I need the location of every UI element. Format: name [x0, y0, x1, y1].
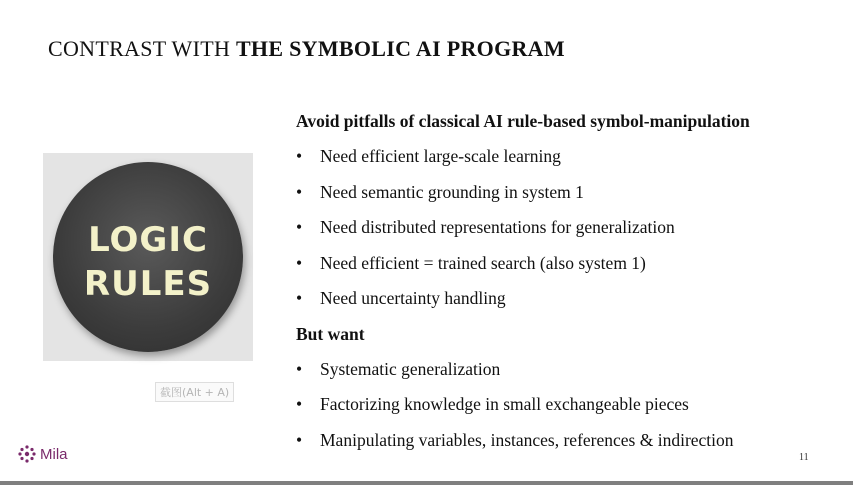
mila-logo — [18, 445, 68, 463]
bullet-text: Systematic generalization — [320, 358, 501, 379]
bullet-text: Need efficient = trained search (also system 1) — [320, 252, 646, 273]
title-bold: THE SYMBOLIC AI PROGRAM — [235, 36, 565, 61]
bullet-item — [296, 392, 836, 428]
mila-logo-text: Mila — [40, 445, 68, 463]
bullet-dot: • — [296, 358, 303, 379]
bullet-item — [296, 215, 836, 251]
bullet-dot: • — [296, 394, 303, 414]
bullet-item — [296, 357, 836, 393]
bullet-text: Need efficient large-scale learning — [320, 146, 561, 166]
bullet-dot: • — [296, 217, 303, 237]
bullet-text: Need distributed representations for generalization — [320, 217, 675, 237]
bullet-text: Factorizing knowledge in small exchangeable pieces — [320, 394, 689, 414]
bullet-item — [296, 286, 836, 322]
bullet-dot: • — [296, 146, 303, 166]
rules-word: RULES — [83, 264, 213, 304]
logic-rules-circle — [53, 162, 243, 352]
bullet-item — [296, 144, 836, 180]
bullet-dot: • — [296, 288, 303, 308]
bullet-item — [296, 251, 836, 287]
screenshot-caption: 截图(Alt + A) — [155, 382, 234, 402]
bullet-dot: • — [296, 252, 303, 273]
bullet-text: Need semantic grounding in system 1 — [320, 181, 584, 202]
logic-word: LOGIC — [88, 220, 208, 260]
slide-title — [48, 36, 565, 62]
page-number: 11 — [799, 452, 809, 463]
bullet-list-want — [296, 357, 836, 464]
bullet-text: Manipulating variables, instances, references & indirection — [320, 429, 734, 450]
title-regular: CONTRAST WITH — [48, 36, 236, 61]
bullet-item — [296, 428, 836, 464]
logic-rules-image — [43, 153, 253, 361]
section-heading-avoid: Avoid pitfalls of classical AI rule-based symbol-manipulation — [296, 111, 750, 131]
bullet-text: Need uncertainty handling — [320, 288, 506, 308]
bullet-item — [296, 180, 836, 216]
mila-dots-icon — [18, 445, 36, 463]
bullet-list-avoid — [296, 144, 836, 322]
bottom-border — [0, 481, 853, 485]
section-heading-want: But want — [296, 323, 365, 344]
bullet-dot: • — [296, 181, 303, 202]
slide-content — [296, 109, 836, 463]
bullet-dot: • — [296, 429, 303, 450]
